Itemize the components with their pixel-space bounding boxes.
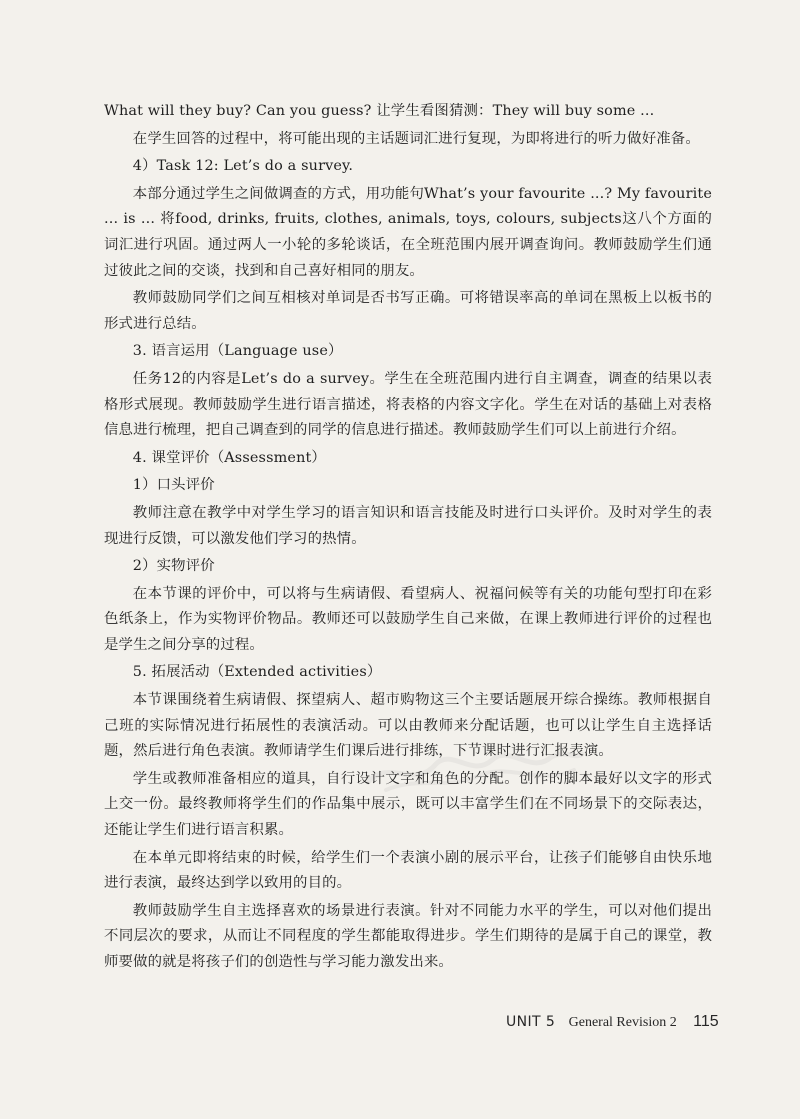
object-evaluation-description: 在本节课的评价中，可以将与生病请假、看望病人、祝福问候等有关的功能句型打印在彩色纸条上，作为实物评价物品。教师还可以鼓励学生自己来做，在课上教师进行评价的过程也是学生之间分享的过程。: [104, 585, 712, 653]
task12-check: 教师鼓励同学们之间互相核对单词是否书写正确。可将错误率高的单词在黑板上以板书的形式进行总结。: [104, 290, 712, 332]
footer-title: General Revision 2: [568, 1015, 677, 1030]
lesson-content: [104, 99, 712, 976]
extended-activities-paragraph-3: 在本单元即将结束的时候，给学生们一个表演小剧的展示平台，让孩子们能够自由快乐地进行表演，最终达到学以致用的目的。: [104, 849, 712, 892]
extended-activities-paragraph-4: 教师鼓励学生自主选择喜欢的场景进行表演。针对不同能力水平的学生，可以对他们提出不同层次的要求，从而让不同程度的学生都能取得进步。学生们期待的是属于自己的课堂，教师要做的就是将孩子们的创造性与学习能力激发出来。: [104, 902, 712, 970]
oral-evaluation-heading: 1）口头评价: [132, 477, 215, 494]
language-use-heading: 3. 语言运用（Language use）: [132, 343, 343, 360]
object-evaluation-heading: 2）实物评价: [132, 558, 215, 575]
intro-question: What will they buy? Can you guess? 让学生看图猜测：They will buy some ...: [104, 103, 655, 119]
page-number: 115: [693, 1013, 719, 1030]
page-footer: [506, 1010, 719, 1034]
assessment-heading: 4. 课堂评价（Assessment）: [132, 449, 326, 466]
extended-activities-heading: 5. 拓展活动（Extended activities）: [132, 664, 382, 681]
task12-heading: 4）Task 12: Let’s do a survey.: [132, 158, 354, 175]
task12-description: 本部分通过学生之间做调查的方式，用功能句What’s your favourite ...? My favourite ... is ... 将food, drinks, fruits, clothes, animals, toys, colours, subjects这八个方面的词汇进行巩固。通过两人一小轮的多轮谈话，在全班范围内展开调查询问。教师鼓励学生们通过彼此之间的交谈，找到和自己喜好相同的朋友。: [104, 185, 712, 279]
oral-evaluation-description: 教师注意在教学中对学生学习的语言知识和语言技能及时进行口头评价。及时对学生的表现进行反馈，可以激发他们学习的热情。: [104, 504, 712, 547]
extended-activities-paragraph-1: 本节课围绕着生病请假、探望病人、超市购物这三个主要话题展开综合操练。教师根据自己班的实际情况进行拓展性的表演活动。可以由教师来分配话题，也可以让学生自主选择话题，然后进行角色表演。教师请学生们课后进行排练，下节课时进行汇报表演。: [104, 692, 712, 760]
footer-unit: UNIT 5: [506, 1014, 556, 1030]
language-use-description: 任务12的内容是Let’s do a survey。学生在全班范围内进行自主调查，调查的结果以表格形式展现。教师鼓励学生进行语言描述，将表格的内容文字化。学生在对话的基础上对表格信息进行梳理，把自己调查到的同学的信息进行描述。教师鼓励学生们可以上前进行介绍。: [104, 370, 712, 439]
intro-review: 在学生回答的过程中，将可能出现的主话题词汇进行复现，为即将进行的听力做好准备。: [132, 130, 700, 147]
extended-activities-paragraph-2: 学生或教师准备相应的道具，自行设计文字和角色的分配。创作的脚本最好以文字的形式上交一份。最终教师将学生们的作品集中展示，既可以丰富学生们在不同场景下的交际表达，还能让学生们进行语言积累。: [104, 770, 712, 839]
